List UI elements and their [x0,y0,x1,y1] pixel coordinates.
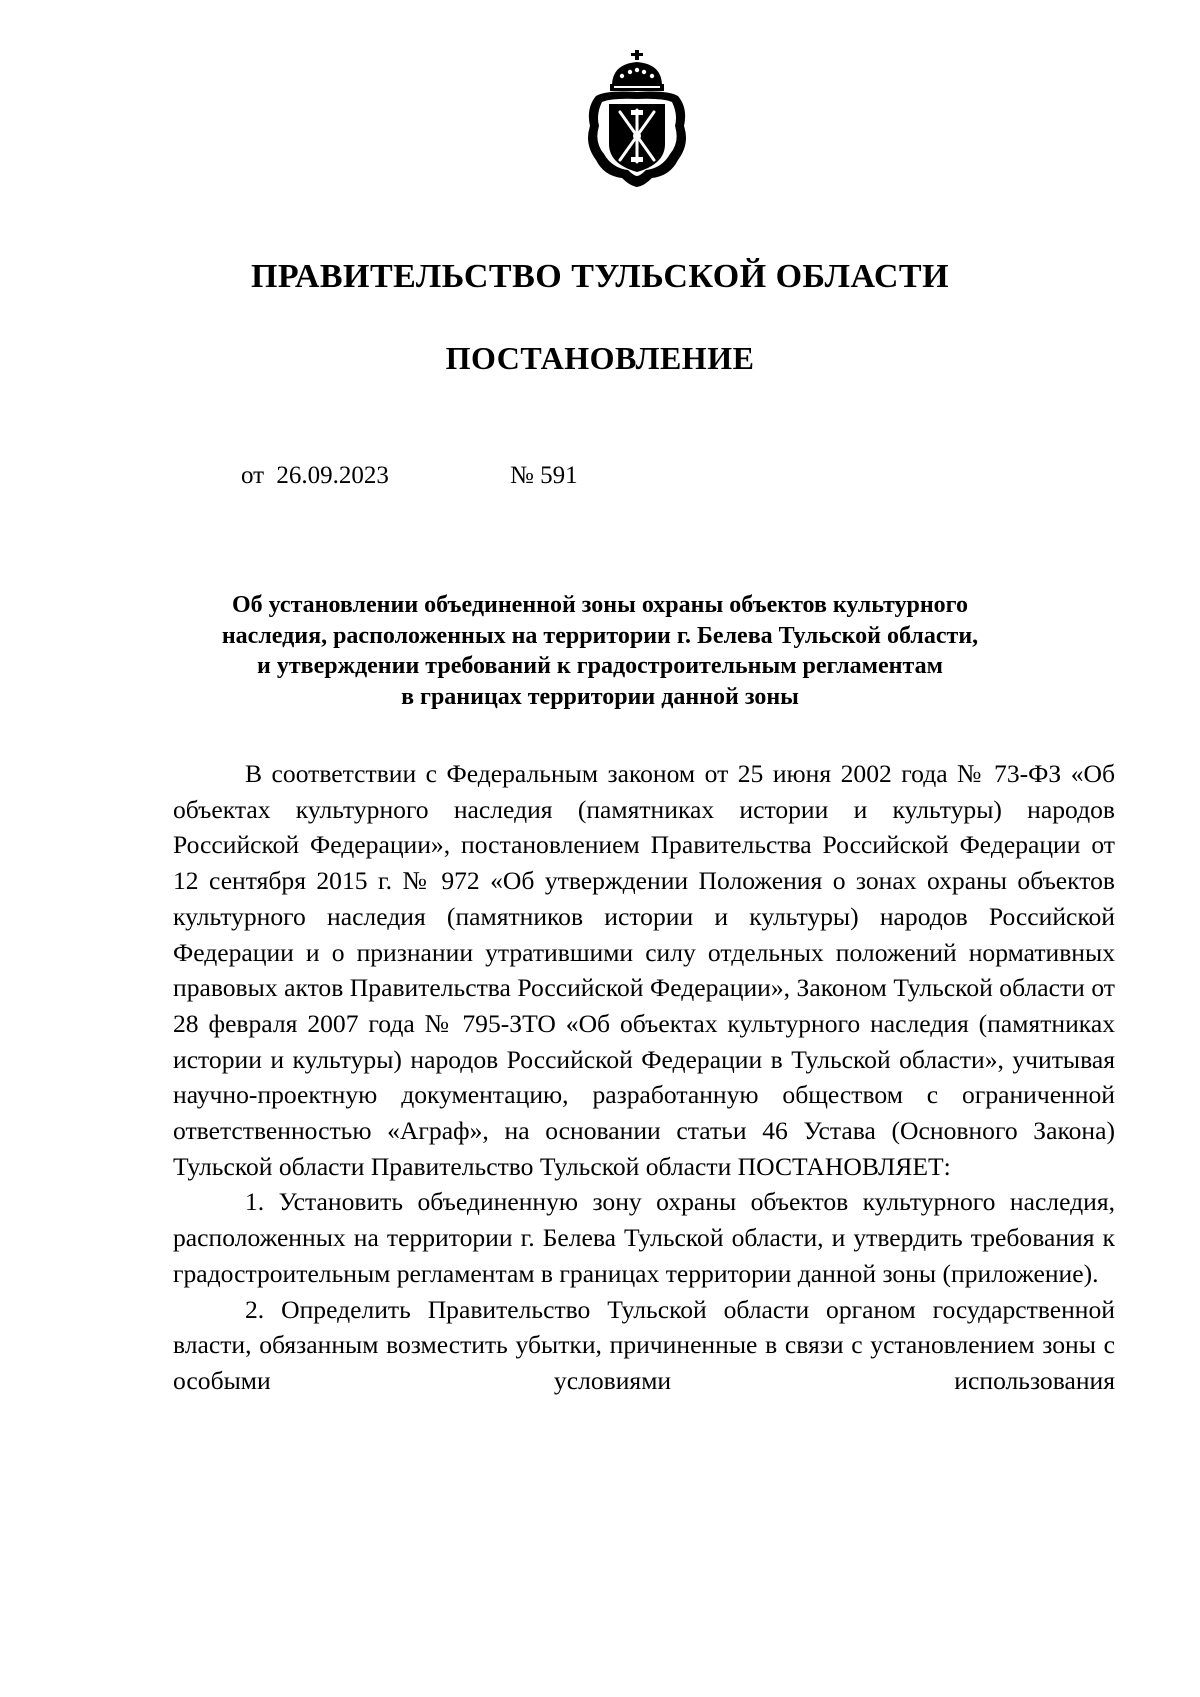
subject-line: и утверждении требований к градостроительным регламентам [257,653,943,679]
organization-title: ПРАВИТЕЛЬСТВО ТУЛЬСКОЙ ОБЛАСТИ [250,258,950,295]
number-prefix: № [510,462,534,489]
number-value: 591 [540,462,578,489]
document-body [173,756,1115,1399]
document-type-title: ПОСТАНОВЛЕНИЕ [445,340,755,376]
subject-line: Об установлении объединенной зоны охраны объектов культурного [232,592,968,618]
tula-coat-of-arms-icon [582,48,692,188]
clause-2: 2. Определить Правительство Тульской области органом государственной власти, обязанным возместить убытки, причиненные в связи с установлением зоны с особыми условиями использования [173,1294,1115,1395]
clause-1: 1. Установить объединенную зону охраны объектов культурного наследия, расположенных на территории г. Белева Тульской области, и утвердить требования к градостроительным регламентам в границах территории данной зоны (приложение). [173,1187,1115,1288]
document-number [510,462,578,490]
date-value: 26.09.2023 [276,462,389,489]
document-date [241,462,389,490]
document-subject [150,590,1050,712]
subject-line: наследия, расположенных на территории г. Белева Тульской области, [221,622,979,649]
preamble-paragraph: В соответствии с Федеральным законом от 25 июня 2002 года № 73-ФЗ «Об объектах культурного наследия (памятниках истории и культуры) народов Российской Федерации», постановлением Правительства Российской Федерации от 12 сентября 2015 г. № 972 «Об утверждении Положения о зонах охраны объектов культурного наследия (памятников истории и культуры) народов Российской Федерации и о признании утратившими силу отдельных положений нормативных правовых актов Правительства Российской Федерации», Законом Тульской области от 28 февраля 2007 года № 795-ЗТО «Об объектах культурного наследия (памятниках истории и культуры) народов Российской Федерации в Тульской области», учитывая научно-проектную документацию, разработанную обществом с ограниченной ответственностью «Аграф», на основании статьи 46 Устава (Основного Закона) Тульской области Правительство Тульской области ПОСТАНОВЛЯЕТ: [173,759,1115,1181]
date-prefix: от [241,462,265,489]
subject-line: в границах территории данной зоны [401,683,799,710]
